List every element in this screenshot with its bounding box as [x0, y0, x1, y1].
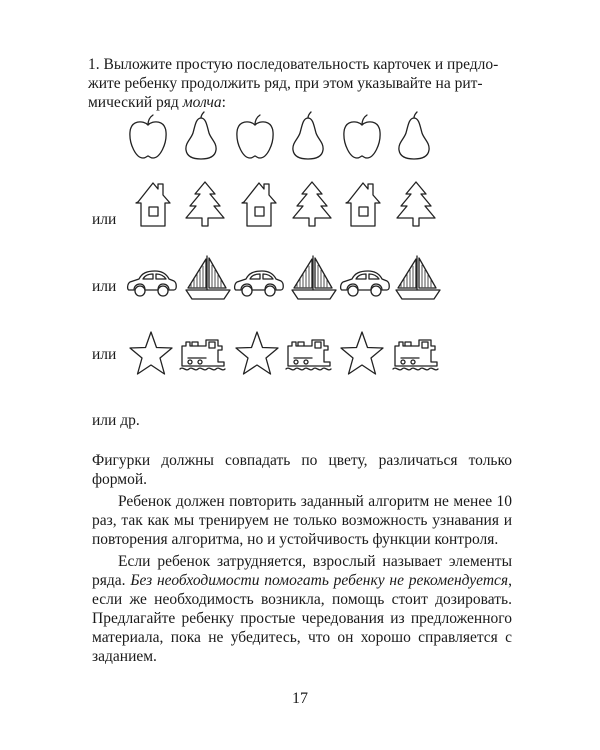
- fir-tree-icon: [182, 180, 228, 228]
- shape-row-cars-boats: [0, 256, 600, 326]
- sailboat-icon: [394, 256, 442, 302]
- instruction-line-3-text: мический ряд: [88, 94, 183, 111]
- shape-row-houses-trees: [0, 180, 600, 250]
- apple-icon: [127, 114, 169, 160]
- instruction-line-1: 1. Выложите простую последовательность карточек и предло-: [88, 56, 499, 73]
- car-icon: [338, 268, 392, 298]
- paragraph-3-end: , если же необходимость возникла, помощь стоит дозировать. Предлагайте ребенку простые чередования из предложенного материала, пока не убедитесь, что он хорошо справляется с заданием.: [92, 572, 512, 665]
- apple-icon: [341, 114, 383, 160]
- sailboat-icon: [290, 256, 338, 302]
- car-icon: [232, 268, 286, 298]
- locomotive-icon: [391, 338, 441, 372]
- pear-icon: [290, 112, 326, 160]
- apple-icon: [234, 114, 276, 160]
- other-options-label: или др.: [92, 412, 140, 429]
- paragraph-2: Ребенок должен повторить заданный алгоритм не менее 10 раз, так как мы тренируем не только возможность узнавания и повторения алгоритма, но и устойчивость функции контроля.: [92, 493, 512, 548]
- instruction-line-2: жите ребенку продолжить ряд, при этом указывайте на рит-: [88, 75, 483, 92]
- page-number: 17: [292, 690, 308, 707]
- body-text: [92, 451, 512, 666]
- row-label-or: или: [92, 278, 117, 295]
- fir-tree-icon: [289, 180, 335, 228]
- pear-icon: [396, 112, 432, 160]
- task-instruction: [88, 55, 518, 112]
- star-icon: [339, 330, 385, 376]
- row-label-or: или: [92, 211, 117, 228]
- shape-row-fruits: [0, 112, 600, 182]
- instruction-emphasis: молча: [182, 94, 222, 111]
- paragraph-3-start: Если ребенок затрудняется, взрослый называет элементы ряда.: [92, 553, 512, 589]
- shape-row-stars-trains: [0, 330, 600, 400]
- car-icon: [125, 268, 179, 298]
- fir-tree-icon: [393, 180, 439, 228]
- paragraph-1: Фигурки должны совпадать по цвету, различаться только формой.: [92, 452, 512, 488]
- paragraph-3: [92, 552, 512, 666]
- instruction-line-3: [88, 93, 518, 112]
- pear-icon: [183, 112, 219, 160]
- instruction-colon: :: [221, 94, 226, 111]
- house-icon: [130, 180, 176, 228]
- locomotive-icon: [178, 338, 228, 372]
- paragraph-3-emphasis: Без необходимости помогать ребенку не рекомендуется: [130, 572, 509, 589]
- locomotive-icon: [284, 338, 334, 372]
- row-label-or: или: [92, 346, 117, 363]
- star-icon: [128, 330, 174, 376]
- star-icon: [234, 330, 280, 376]
- house-icon: [236, 180, 282, 228]
- house-icon: [340, 180, 386, 228]
- sailboat-icon: [184, 256, 232, 302]
